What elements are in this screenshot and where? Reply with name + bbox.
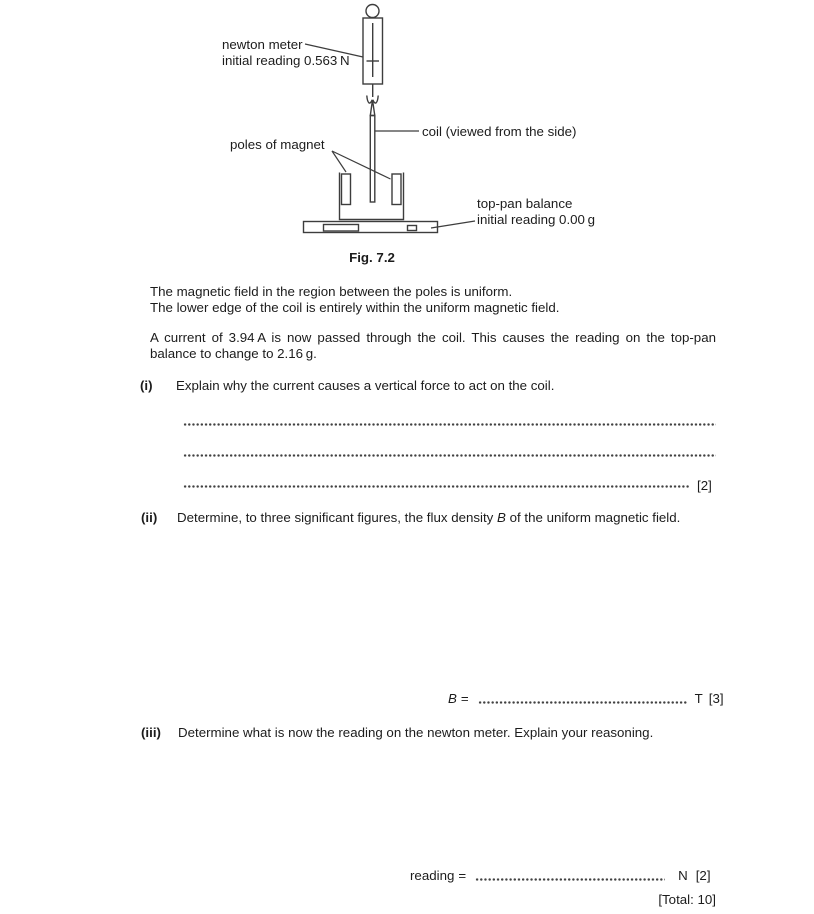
label-newton-meter bbox=[222, 37, 350, 68]
question-ii-symbol-B: B bbox=[497, 510, 506, 525]
magnet-pole-right bbox=[392, 174, 401, 205]
label-poles-of-magnet: poles of magnet bbox=[230, 137, 325, 152]
label-coil: coil (viewed from the side) bbox=[422, 124, 577, 139]
answer-B-unit: T bbox=[694, 691, 703, 706]
answer-reading-unit: N bbox=[678, 868, 688, 883]
apparatus-diagram bbox=[0, 0, 814, 240]
answer-dotted-line-2 bbox=[183, 454, 716, 457]
answer-reading-equals: = bbox=[458, 868, 467, 883]
answer-line-B bbox=[448, 691, 724, 706]
paragraph-line: The lower edge of the coil is entirely within the uniform magnetic field. bbox=[150, 299, 560, 315]
label-balance-line1: top-pan balance bbox=[477, 196, 573, 211]
label-newton-meter-line1: newton meter bbox=[222, 37, 303, 52]
coil-drawing bbox=[370, 100, 375, 202]
paragraph-current: A current of 3.94 A is now passed through the coil. This causes the reading on the top-pan balance to change to 2.16 g. bbox=[150, 330, 716, 361]
meter-ring-icon bbox=[366, 5, 379, 18]
question-i-marker: (i) bbox=[140, 378, 153, 393]
label-newton-meter-line2: initial reading 0.563 N bbox=[222, 52, 350, 68]
answer-B-symbol: B bbox=[448, 691, 457, 706]
answer-reading-marks: [2] bbox=[695, 868, 711, 883]
answer-reading-label: reading bbox=[410, 868, 455, 883]
question-ii-text bbox=[177, 510, 680, 525]
answer-line-reading bbox=[410, 868, 711, 883]
answer-dotted-line-1 bbox=[183, 423, 716, 426]
balance-drawing bbox=[304, 222, 438, 233]
question-i-text: Explain why the current causes a vertical force to act on the coil. bbox=[176, 378, 555, 393]
answer-B-equals: = bbox=[460, 691, 469, 706]
label-balance-line2: initial reading 0.00 g bbox=[477, 211, 595, 227]
answer-dotted-line-3 bbox=[183, 485, 690, 488]
question-iii-marker: (iii) bbox=[141, 725, 161, 740]
total-marks: [Total: 10] bbox=[658, 892, 716, 907]
magnet-drawing bbox=[340, 173, 404, 220]
question-iii-text: Determine what is now the reading on the newton meter. Explain your reasoning. bbox=[178, 725, 654, 740]
figure-caption: Fig. 7.2 bbox=[349, 250, 395, 265]
question-ii-text-after: of the uniform magnetic field. bbox=[505, 510, 681, 525]
question-ii-text-before: Determine, to three significant figures, the flux density bbox=[177, 510, 498, 525]
question-ii-marker: (ii) bbox=[141, 510, 158, 525]
answer-B-marks: [3] bbox=[708, 691, 724, 706]
balance-button bbox=[408, 226, 417, 231]
balance-display bbox=[324, 225, 359, 232]
magnet-pole-left bbox=[342, 174, 351, 205]
question-i-marks: [2] bbox=[697, 478, 712, 493]
answer-B-dotted-line bbox=[478, 701, 688, 704]
label-top-pan-balance bbox=[477, 196, 595, 227]
newton-meter-drawing bbox=[363, 5, 383, 104]
coil-body bbox=[370, 116, 375, 203]
magnet-yoke bbox=[340, 173, 404, 220]
answer-reading-dotted-line bbox=[475, 878, 665, 881]
paragraph-field-uniform bbox=[150, 284, 559, 315]
paragraph-line: The magnetic field in the region between the poles is uniform. bbox=[150, 284, 513, 299]
